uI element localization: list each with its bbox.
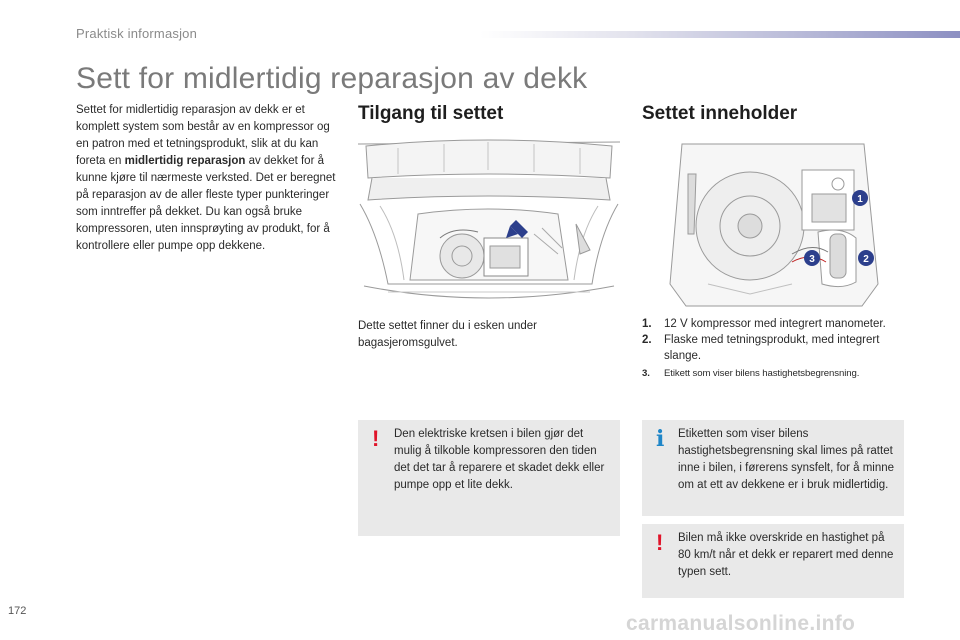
list-item-text: Etikett som viser bilens hastighetsbegrensning. [664,368,860,379]
intro-bold: midlertidig reparasjon [124,155,246,167]
list-item [642,332,906,364]
page-number: 172 [8,605,27,617]
warning-icon: ! [372,426,380,451]
info-icon: i [656,426,665,452]
callout-1: 1 [857,194,863,205]
repair-kit-photo [642,134,904,310]
section-label: Praktisk informasjon [76,26,198,41]
page-title: Sett for midlertidig reparasjon av dekk [76,62,588,95]
warning-icon: ! [656,530,664,555]
contents-heading: Settet inneholder [642,103,798,124]
trunk-illustration [358,134,620,302]
warning-notice-speed [642,524,904,598]
list-item [642,316,906,332]
list-item-text: Flaske med tetningsprodukt, med integrert slange. [664,334,880,362]
kit-contents-list [642,316,906,382]
access-caption: Dette settet finner du i esken under bagasjeromsgulvet. [358,320,537,349]
intro-text-1: Settet for midlertidig reparasjon av dekk er et komplett system som består av en kompressor og en patron med et tetningsprodukt, slik at du kan foreta en [76,104,330,167]
trunk-photo [358,134,620,302]
intro-paragraph [76,102,338,255]
list-item-text: 12 V kompressor med integrert manometer. [664,318,886,330]
warning-notice-circuit [358,420,620,536]
intro-text-2: av dekket for å kunne kjøre til nærmeste verksted. Det er beregnet på reparasjon av de aller fleste typer punkteringer som inntreffer på dekket. Du kan også bruke kompressoren, uten innsprøyting av produkt, for å kontrollere eller pumpe opp dekkene. [76,155,336,252]
access-heading: Tilgang til settet [358,103,504,124]
info-text: Etiketten som viser bilens hastighetsbegrensning skal limes på rattet inne i bilen, i førerens synsfelt, for å minne om at ett av dekkene er i bruk midlertidig. [678,428,895,491]
repair-kit-illustration [642,134,904,310]
list-item [642,366,906,382]
list-item-number: 1. [642,318,652,330]
list-item-number: 3. [642,368,650,379]
watermark: carmanualsonline.info [626,612,856,635]
header-accent-bar [480,31,960,38]
list-item-number: 2. [642,334,652,346]
warning-text: Den elektriske kretsen i bilen gjør det mulig å tilkoble kompressoren den tiden det det tar å reparere et skadet dekk eller pumpe opp et lite dekk. [394,428,605,491]
callout-2: 2 [863,254,869,265]
warning-text: Bilen må ikke overskride en hastighet på 80 km/t når et dekk er reparert med denne typen sett. [678,532,894,578]
info-notice-label [642,420,904,516]
callout-3: 3 [809,254,815,265]
